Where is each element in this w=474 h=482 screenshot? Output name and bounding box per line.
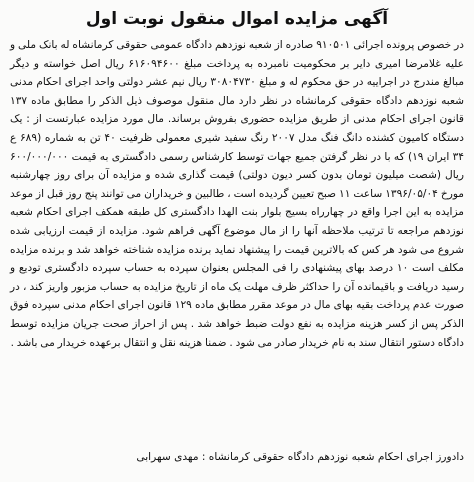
- notice-title: آگهی مزایده اموال منقول نوبت اول: [85, 9, 389, 29]
- notice-signature: دادورز اجرای احکام شعبه نوزدهم دادگاه حقوقی کرمانشاه : مهدی سهرابی: [136, 451, 464, 463]
- notice-body: در خصوص پرونده اجرائی ۹۱۰۵۰۱ صادره از شعبه نوزدهم دادگاه عمومی حقوقی کرمانشاه له بانک ملی و علیه غلامرضا امیری دایر بر محکومیت نامبرده به پرداخت مبلغ ۶۱۶۰۹۴۶۰۰ ریال اصل خواسته و دیگر مبالغ مندرج در اجراییه در حق محکوم له و مبلغ ۳۰۸۰۴۷۳۰ ریال نیم عشر دولتی واحد اجرای احکام مدنی شعبه نوزدهم دادگاه حقوقی کرمانشاه در نظر دارد مال منقول موصوف ذیل الذکر را مطابق ماده ۱۳۷ قانون اجرای احکام مدنی از طریق مزایده حضوری بفروش برساند. مال مورد مزایده عبارتست از : یک دستگاه کامیون کشنده دانگ فنگ مدل ۲۰۰۷ رنگ سفید شیری معمولی ظرفیت ۴۰ تن به شماره (۶۸۹ ع ۳۴ ایران ۱۹) که با در نظر گرفتن جمیع جهات توسط کارشناس رسمی دادگستری به قیمت ۶۰۰/۰۰۰/۰۰۰ ریال (شصت میلیون تومان بدون کسر دیون دولتی) قیمت گذاری شده و مزایده آن برای روز چهارشنبه مورخ ۱۳۹۶/۰۵/۰۴ ساعت ۱۱ صبح تعیین گردیده است ، طالبین و خریداران می توانند پنج روز قبل از موعد مزایده به این اجرا واقع در چهارراه بسیج بلوار بنت الهدا دادگستری کل طبقه همکف اجرای احکام شعبه نوزدهم مراجعه تا ترتیب ملاحظه آنها را از مال موضوع آگهی فراهم شود. مزایده از قیمت ارزیابی شده شروع می شود هر کس که بالاترین قیمت را پیشنهاد نماید برنده مزایده شناخته خواهد شد و برنده مزایده مکلف است ۱۰ درصد بهای پیشنهادی را فی المجلس بعنوان سپرده به حساب سپرده دادگستری تودیع و رسید دریافت و باقیمانده آن را حداکثر ظرف مهلت یک ماه از تاریخ مزایده به حساب مزبور واریز کند ، در صورت عدم پرداخت بقیه بهای مال در موعد مقرر مطابق ماده ۱۲۹ قانون اجرای احکام مدنی سپرده فوق الذکر پس از کسر هزینه مزایده به نفع دولت ضبط خواهد شد . پس از احراز صحت جریان مزایده توسط دادگاه دستور انتقال سند به نام خریدار صادر می شود . ضمنا هزینه نقل و انتقال برعهده خریدار می باشد .: [10, 39, 464, 349]
